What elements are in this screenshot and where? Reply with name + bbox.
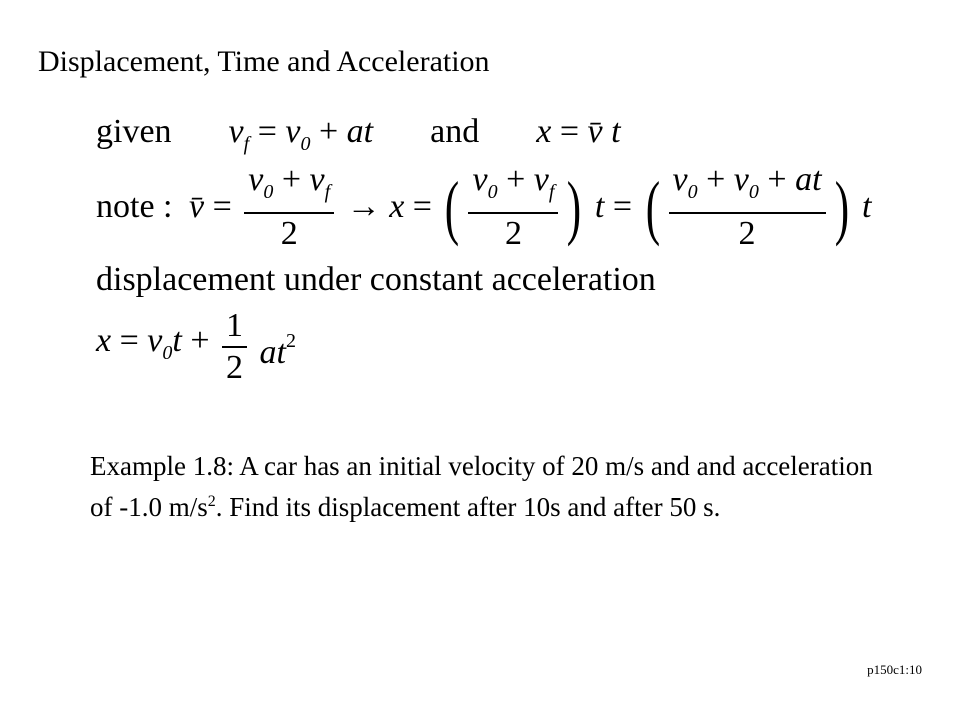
expanded-fraction: $\frac{v_0 + v_0 + at}{2}$ (669, 160, 826, 254)
displacement-heading: displacement under constant acceleration (96, 261, 656, 298)
given-label: given (96, 113, 172, 150)
example-text-before: Example 1.8: A car has an initial velocity of 20 m/s and and acceleration of -1.0 m/s (90, 451, 873, 522)
example-text-after: . Find its displacement after 10s and after 50 s. (215, 492, 721, 522)
and-label: and (430, 113, 480, 150)
one-half-fraction: $\frac{1}{2}$ (222, 306, 247, 388)
average-velocity-fraction: $\frac{v_0 + v_f}{2}$ (244, 160, 334, 254)
final-velocity-formula: $v_f = v_0$ + at (228, 113, 374, 155)
substituted-fraction: $\frac{v_0 + v_f}{2}$ (468, 160, 558, 254)
slide-title: Displacement, Time and Acceleration (38, 45, 490, 78)
note-label: note : (96, 188, 173, 225)
kinematic-equation: $x = v_0t$ + $\frac{1}{2}$ $at^2$ (96, 307, 296, 386)
page-code: p150c1:10 (867, 662, 922, 677)
given-equation (96, 112, 621, 164)
example-problem (90, 448, 890, 525)
note-equation: note : v̄ = $\frac{v_0 + v_f}{2}$ → x = ( $\frac{v_0 + v_f}{2}$ ) t = ( $\frac{v_0 + v_0 + at}{2}$ ) t (96, 161, 872, 252)
displacement-average-formula: x = v̄ t (536, 113, 621, 150)
example-superscript: 2 (207, 493, 216, 510)
